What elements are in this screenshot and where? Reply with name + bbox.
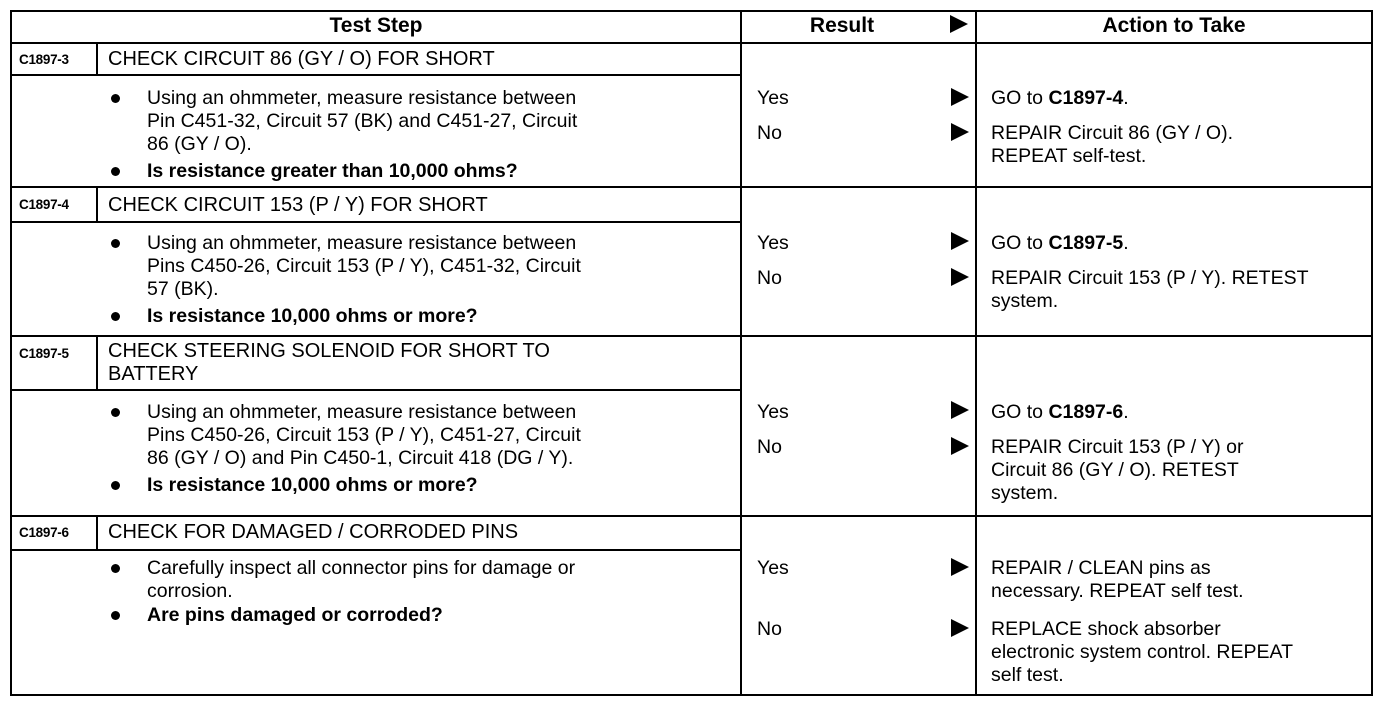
- instruction-line: Carefully inspect all connector pins for damage or: [147, 557, 576, 579]
- diagnostic-test-table: [10, 10, 1373, 696]
- action-text: .: [1123, 401, 1129, 423]
- step-6-title-divider: [10, 549, 741, 551]
- id-cell-divider: [96, 42, 98, 76]
- question-text: Are pins damaged or corroded?: [147, 604, 443, 626]
- instruction-line: corrosion.: [147, 580, 233, 602]
- yes-action-line: necessary. REPEAT self test.: [991, 580, 1244, 602]
- step-title: CHECK CIRCUIT 153 (P / Y) FOR SHORT: [108, 194, 488, 216]
- result-yes: Yes: [757, 232, 789, 254]
- result-no: No: [757, 267, 782, 289]
- step-3-bottom-border: [10, 186, 1373, 188]
- instruction-line: 57 (BK).: [147, 278, 219, 300]
- instruction-line: 86 (GY / O) and Pin C450-1, Circuit 418 (DG / Y).: [147, 447, 574, 469]
- no-action-line: REPLACE shock absorber: [991, 618, 1221, 640]
- no-action-line: REPAIR Circuit 153 (P / Y). RETEST: [991, 267, 1309, 289]
- id-cell-divider: [96, 186, 98, 223]
- result-no: No: [757, 618, 782, 640]
- table-bottom-border: [10, 694, 1373, 696]
- yes-arrow-icon: [951, 558, 969, 576]
- yes-action-line: REPAIR / CLEAN pins as: [991, 557, 1211, 579]
- yes-arrow-icon: [951, 401, 969, 419]
- no-arrow-icon: [951, 268, 969, 286]
- bullet-icon: [111, 481, 120, 490]
- action-column-divider: [975, 10, 977, 696]
- step-5-title-divider: [10, 389, 741, 391]
- yes-arrow-icon: [951, 88, 969, 106]
- step-id: C1897-4: [19, 197, 69, 212]
- bullet-icon: [111, 564, 120, 573]
- question-text: Is resistance 10,000 ohms or more?: [147, 474, 478, 496]
- result-yes: Yes: [757, 401, 789, 423]
- no-action-line: Circuit 86 (GY / O). RETEST: [991, 459, 1239, 481]
- action-text: .: [1123, 87, 1129, 109]
- bullet-icon: [111, 167, 120, 176]
- bullet-icon: [111, 239, 120, 248]
- result-yes: Yes: [757, 557, 789, 579]
- yes-action: [991, 401, 1129, 424]
- no-arrow-icon: [951, 123, 969, 141]
- no-action-line: REPAIR Circuit 86 (GY / O).: [991, 122, 1233, 144]
- yes-action: [991, 232, 1129, 255]
- step-reference: C1897-5: [1048, 232, 1124, 254]
- instruction-line: Using an ohmmeter, measure resistance between: [147, 87, 577, 109]
- step-5-bottom-border: [10, 515, 1373, 517]
- instruction-line: Pins C450-26, Circuit 153 (P / Y), C451-27, Circuit: [147, 424, 581, 446]
- bullet-icon: [111, 312, 120, 321]
- id-cell-divider: [96, 335, 98, 391]
- table-top-border: [10, 10, 1373, 12]
- question-text: Is resistance greater than 10,000 ohms?: [147, 160, 518, 182]
- no-action-line: self test.: [991, 664, 1064, 686]
- id-cell-divider: [96, 515, 98, 551]
- yes-action: [991, 87, 1129, 110]
- yes-arrow-icon: [951, 232, 969, 250]
- no-action-line: REPAIR Circuit 153 (P / Y) or: [991, 436, 1244, 458]
- action-text: .: [1123, 232, 1129, 254]
- step-id: C1897-6: [19, 525, 69, 540]
- step-reference: C1897-6: [1048, 401, 1124, 423]
- instruction-line: Pins C450-26, Circuit 153 (P / Y), C451-32, Circuit: [147, 255, 581, 277]
- no-arrow-icon: [951, 619, 969, 637]
- bullet-icon: [111, 94, 120, 103]
- bullet-icon: [111, 611, 120, 620]
- header-bottom-border: [10, 42, 1373, 44]
- header-result-arrow-icon: [950, 15, 968, 33]
- instruction-line: Pin C451-32, Circuit 57 (BK) and C451-27, Circuit: [147, 110, 578, 132]
- no-arrow-icon: [951, 437, 969, 455]
- step-3-title-divider: [10, 74, 741, 76]
- header-test-step: Test Step: [329, 14, 423, 37]
- no-action-line: electronic system control. REPEAT: [991, 641, 1293, 663]
- header-action-to-take: Action to Take: [1102, 14, 1246, 37]
- no-action-line: REPEAT self-test.: [991, 145, 1147, 167]
- result-column-divider: [740, 10, 742, 696]
- result-no: No: [757, 122, 782, 144]
- step-reference: C1897-4: [1048, 87, 1124, 109]
- no-action-line: system.: [991, 290, 1059, 312]
- instruction-line: 86 (GY / O).: [147, 133, 252, 155]
- header-result: Result: [809, 14, 875, 37]
- bullet-icon: [111, 408, 120, 417]
- table-left-border: [10, 10, 12, 696]
- step-title: CHECK FOR DAMAGED / CORRODED PINS: [108, 521, 519, 543]
- step-4-bottom-border: [10, 335, 1373, 337]
- step-4-title-divider: [10, 221, 741, 223]
- result-no: No: [757, 436, 782, 458]
- instruction-line: Using an ohmmeter, measure resistance between: [147, 401, 577, 423]
- step-title-line: CHECK STEERING SOLENOID FOR SHORT TO: [108, 340, 550, 362]
- step-id: C1897-3: [19, 52, 69, 67]
- action-text: GO to: [991, 232, 1049, 254]
- step-title: CHECK CIRCUIT 86 (GY / O) FOR SHORT: [108, 48, 495, 70]
- instruction-line: Using an ohmmeter, measure resistance between: [147, 232, 577, 254]
- action-text: GO to: [991, 87, 1049, 109]
- action-text: GO to: [991, 401, 1049, 423]
- question-text: Is resistance 10,000 ohms or more?: [147, 305, 478, 327]
- step-id: C1897-5: [19, 346, 69, 361]
- no-action-line: system.: [991, 482, 1059, 504]
- result-yes: Yes: [757, 87, 789, 109]
- step-title-line: BATTERY: [108, 363, 199, 385]
- table-right-border: [1371, 10, 1373, 696]
